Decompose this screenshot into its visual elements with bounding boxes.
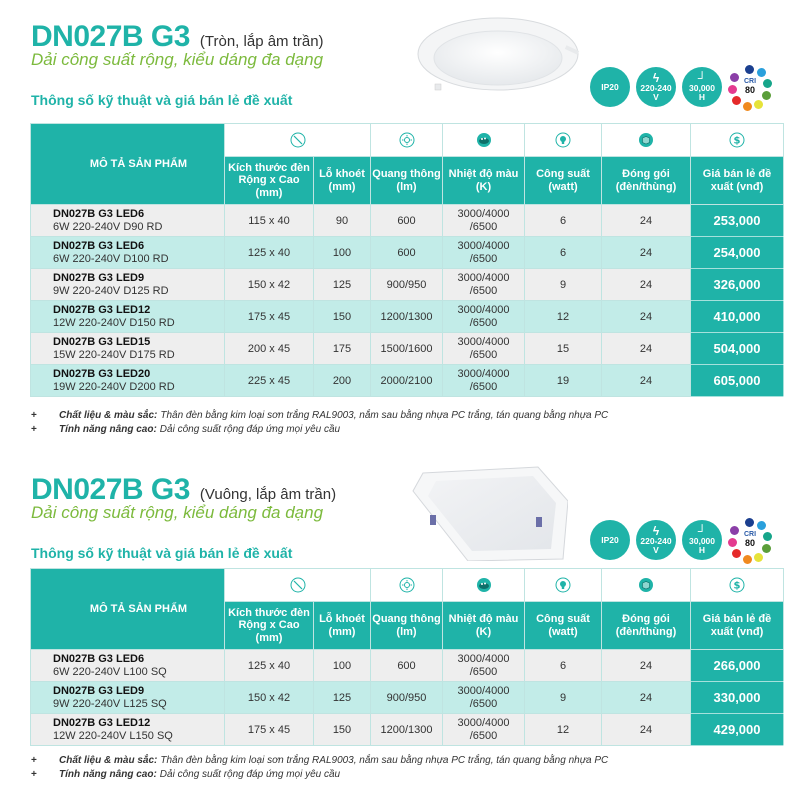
power-cell: 15 xyxy=(525,333,602,365)
note-bullet: + xyxy=(31,410,37,421)
table-row xyxy=(31,237,784,269)
product-name: DN027B G3 LED12 xyxy=(53,716,151,729)
cutout-cell: 125 xyxy=(314,269,371,301)
voltage-text: 220-240 xyxy=(640,83,672,94)
voltage-unit: V xyxy=(653,92,659,102)
ip-rating-badge xyxy=(590,520,630,560)
feature-badges xyxy=(590,65,772,109)
package-icon-cell xyxy=(602,569,691,602)
column-header-lumen: Quang thông (lm) xyxy=(371,602,443,650)
note-text: Thân đèn bằng kim loại sơn trắng RAL9003, nắm sau bằng nhựa PC trắng, tán quang bằng nhựa PC xyxy=(160,410,609,421)
product-title: DN027B G3 xyxy=(31,20,190,53)
voltage-unit: V xyxy=(653,545,659,555)
size-cell: 125 x 40 xyxy=(225,237,314,269)
table-row xyxy=(31,682,784,714)
product-description xyxy=(31,365,225,397)
color-dot-icon xyxy=(754,553,763,562)
palette-icon xyxy=(476,577,492,593)
package-cell: 24 xyxy=(602,365,691,397)
note-text: Thân đèn bằng kim loại sơn trắng RAL9003, nắm sau bằng nhựa PC trắng, tán quang bằng nhựa PC xyxy=(160,755,609,766)
product-spec: 6W 220-240V D90 RD xyxy=(53,220,163,233)
power-cell: 9 xyxy=(525,269,602,301)
section-title-row xyxy=(31,20,324,54)
product-notes xyxy=(31,754,608,782)
color-temp-cell: 3000/4000 /6500 xyxy=(443,333,525,365)
color-temp-cell: 3000/4000 /6500 xyxy=(443,205,525,237)
price-cell: 410,000 xyxy=(691,301,784,333)
column-header-lumen: Quang thông (lm) xyxy=(371,157,443,205)
color-dot-icon xyxy=(745,518,754,527)
table-row xyxy=(31,269,784,301)
power-cell: 9 xyxy=(525,682,602,714)
bulb-icon xyxy=(555,132,571,148)
product-spec: 12W 220-240V L150 SQ xyxy=(53,729,173,742)
lumen-icon-cell xyxy=(371,569,443,602)
price-cell: 253,000 xyxy=(691,205,784,237)
cutout-cell: 175 xyxy=(314,333,371,365)
product-description xyxy=(31,682,225,714)
square-downlight-image xyxy=(408,461,568,561)
price-icon-cell xyxy=(691,124,784,157)
note-label: Chất liệu & màu sắc: xyxy=(59,755,158,766)
tagline: Dải công suất rộng, kiểu dáng đa dạng xyxy=(31,503,324,522)
package-cell: 24 xyxy=(602,333,691,365)
round-downlight-image xyxy=(415,12,581,92)
spec-heading: Thông số kỹ thuật và giá bán lẻ đề xuất xyxy=(31,545,293,561)
color-temp-cell: 3000/4000 /6500 xyxy=(443,365,525,397)
voltage-text: 220-240 xyxy=(640,536,672,547)
table-row xyxy=(31,333,784,365)
cutout-cell: 100 xyxy=(314,650,371,682)
product-name: DN027B G3 LED6 xyxy=(53,239,145,252)
spec-heading: Thông số kỹ thuật và giá bán lẻ đề xuất xyxy=(31,92,293,108)
color-dot-icon xyxy=(745,65,754,74)
product-name: DN027B G3 LED9 xyxy=(53,684,145,697)
size-cell: 175 x 45 xyxy=(225,714,314,746)
table-row xyxy=(31,714,784,746)
note-label: Chất liệu & màu sắc: xyxy=(59,410,158,421)
cri-label: CRI xyxy=(743,78,757,85)
color-temp-cell: 3000/4000 /6500 xyxy=(443,682,525,714)
note-label: Tính năng nâng cao: xyxy=(59,424,157,435)
product-description xyxy=(31,205,225,237)
cutout-cell: 90 xyxy=(314,205,371,237)
table-row xyxy=(31,301,784,333)
svg-text:$: $ xyxy=(733,135,741,147)
product-description-header: MÔ TẢ SẢN PHẨM xyxy=(31,124,225,205)
cutout-cell: 125 xyxy=(314,682,371,714)
table-row xyxy=(31,205,784,237)
product-name: DN027B G3 LED6 xyxy=(53,652,145,665)
box-icon xyxy=(638,132,654,148)
palette-icon xyxy=(476,132,492,148)
package-cell: 24 xyxy=(602,714,691,746)
lifetime-badge xyxy=(682,520,722,560)
lumen-icon-cell xyxy=(371,124,443,157)
shape-note: (Tròn, lắp âm trần) xyxy=(199,33,324,50)
sun-icon xyxy=(399,577,415,593)
tagline: Dải công suất rộng, kiểu dáng đa dạng xyxy=(31,50,324,69)
lifetime-badge xyxy=(682,67,722,107)
column-header-color-temp: Nhiệt độ màu (K) xyxy=(443,157,525,205)
size-cell: 225 x 45 xyxy=(225,365,314,397)
lifetime-text: 30,000 xyxy=(689,83,715,94)
note-feature xyxy=(31,768,608,782)
product-description xyxy=(31,237,225,269)
feature-badges xyxy=(590,518,772,562)
color-temp-icon-cell xyxy=(443,569,525,602)
color-dot-icon xyxy=(732,549,741,558)
size-cell: 150 x 42 xyxy=(225,269,314,301)
ip-rating-text: IP20 xyxy=(601,81,619,92)
svg-text:$: $ xyxy=(733,580,741,592)
lumen-cell: 600 xyxy=(371,650,443,682)
product-name: DN027B G3 LED9 xyxy=(53,271,145,284)
sun-icon xyxy=(399,132,415,148)
diameter-icon xyxy=(290,132,306,148)
cri-badge xyxy=(728,518,772,562)
product-spec: 15W 220-240V D175 RD xyxy=(53,348,175,361)
lifetime-unit: H xyxy=(698,545,706,555)
diameter-icon xyxy=(290,577,306,593)
package-cell: 24 xyxy=(602,682,691,714)
lumen-cell: 1500/1600 xyxy=(371,333,443,365)
voltage-badge xyxy=(636,520,676,560)
dimension-icon-cell xyxy=(225,124,371,157)
lumen-cell: 600 xyxy=(371,205,443,237)
product-description xyxy=(31,714,225,746)
column-header-package: Đóng gói (đèn/thùng) xyxy=(602,602,691,650)
product-description xyxy=(31,333,225,365)
spec-price-table xyxy=(30,568,784,746)
spec-price-table xyxy=(30,123,784,397)
price-cell: 254,000 xyxy=(691,237,784,269)
note-material xyxy=(31,409,608,423)
color-temp-cell: 3000/4000 /6500 xyxy=(443,301,525,333)
product-spec: 6W 220-240V D100 RD xyxy=(53,252,169,265)
package-cell: 24 xyxy=(602,650,691,682)
product-spec: 12W 220-240V D150 RD xyxy=(53,316,175,329)
table-row xyxy=(31,365,784,397)
note-bullet: + xyxy=(31,769,37,780)
price-cell: 266,000 xyxy=(691,650,784,682)
note-bullet: + xyxy=(31,755,37,766)
price-cell: 429,000 xyxy=(691,714,784,746)
product-title: DN027B G3 xyxy=(31,473,190,506)
column-header-color-temp: Nhiệt độ màu (K) xyxy=(443,602,525,650)
cutout-cell: 200 xyxy=(314,365,371,397)
note-material xyxy=(31,754,608,768)
cutout-cell: 100 xyxy=(314,237,371,269)
shape-note: (Vuông, lắp âm trần) xyxy=(199,486,337,503)
dimension-icon-cell xyxy=(225,569,371,602)
lightning-icon: ϟ xyxy=(652,71,660,86)
dollar-icon xyxy=(729,577,745,593)
column-header-price: Giá bán lẻ đề xuất (vnđ) xyxy=(691,157,784,205)
size-cell: 150 x 42 xyxy=(225,682,314,714)
power-cell: 19 xyxy=(525,365,602,397)
column-header-power: Công suất (watt) xyxy=(525,602,602,650)
color-temp-cell: 3000/4000 /6500 xyxy=(443,269,525,301)
color-temp-cell: 3000/4000 /6500 xyxy=(443,650,525,682)
power-cell: 6 xyxy=(525,650,602,682)
product-name: DN027B G3 LED6 xyxy=(53,207,145,220)
section-title-row xyxy=(31,473,336,507)
package-icon-cell xyxy=(602,124,691,157)
column-header-price: Giá bán lẻ đề xuất (vnđ) xyxy=(691,602,784,650)
power-cell: 12 xyxy=(525,301,602,333)
product-spec: 9W 220-240V D125 RD xyxy=(53,284,169,297)
clock-hands-icon: ┘ xyxy=(697,524,707,539)
note-text: Dải công suất rộng đáp ứng mọi yêu cầu xyxy=(159,424,341,435)
cutout-cell: 150 xyxy=(314,301,371,333)
power-cell: 6 xyxy=(525,237,602,269)
column-header-power: Công suất (watt) xyxy=(525,157,602,205)
color-dot-icon xyxy=(757,521,766,530)
cri-value: 80 xyxy=(744,538,755,548)
lumen-cell: 1200/1300 xyxy=(371,714,443,746)
product-spec: 9W 220-240V L125 SQ xyxy=(53,697,167,710)
product-spec: 19W 220-240V D200 RD xyxy=(53,380,175,393)
box-icon xyxy=(638,577,654,593)
product-description xyxy=(31,301,225,333)
color-temp-cell: 3000/4000 /6500 xyxy=(443,237,525,269)
cri-label: CRI xyxy=(743,531,757,538)
package-cell: 24 xyxy=(602,269,691,301)
price-cell: 330,000 xyxy=(691,682,784,714)
cutout-cell: 150 xyxy=(314,714,371,746)
lumen-cell: 2000/2100 xyxy=(371,365,443,397)
price-cell: 504,000 xyxy=(691,333,784,365)
power-cell: 6 xyxy=(525,205,602,237)
product-spec: 6W 220-240V L100 SQ xyxy=(53,665,167,678)
color-temp-icon-cell xyxy=(443,124,525,157)
note-label: Tính năng nâng cao: xyxy=(59,769,157,780)
color-dot-icon xyxy=(732,96,741,105)
color-dot-icon xyxy=(757,68,766,77)
product-name: DN027B G3 LED15 xyxy=(53,335,151,348)
lifetime-unit: H xyxy=(698,92,706,102)
color-temp-cell: 3000/4000 /6500 xyxy=(443,714,525,746)
clock-hands-icon: ┘ xyxy=(697,71,707,86)
column-header-cutout: Lỗ khoét (mm) xyxy=(314,157,371,205)
color-dot-icon xyxy=(754,100,763,109)
ip-rating-text: IP20 xyxy=(601,534,619,545)
lightning-icon: ϟ xyxy=(652,524,660,539)
table-row xyxy=(31,650,784,682)
lumen-cell: 600 xyxy=(371,237,443,269)
ip-rating-badge xyxy=(590,67,630,107)
dollar-icon xyxy=(729,132,745,148)
column-header-cutout: Lỗ khoét (mm) xyxy=(314,602,371,650)
package-cell: 24 xyxy=(602,301,691,333)
column-header-size: Kích thước đèn Rộng x Cao (mm) xyxy=(225,602,314,650)
voltage-badge xyxy=(636,67,676,107)
product-description xyxy=(31,650,225,682)
product-description xyxy=(31,269,225,301)
column-header-size: Kích thước đèn Rộng x Cao (mm) xyxy=(225,157,314,205)
product-name: DN027B G3 LED12 xyxy=(53,303,151,316)
power-cell: 12 xyxy=(525,714,602,746)
package-cell: 24 xyxy=(602,237,691,269)
power-icon-cell xyxy=(525,124,602,157)
bulb-icon xyxy=(555,577,571,593)
size-cell: 175 x 45 xyxy=(225,301,314,333)
package-cell: 24 xyxy=(602,205,691,237)
lumen-cell: 1200/1300 xyxy=(371,301,443,333)
product-name: DN027B G3 LED20 xyxy=(53,367,151,380)
size-cell: 115 x 40 xyxy=(225,205,314,237)
lifetime-text: 30,000 xyxy=(689,536,715,547)
color-dot-icon xyxy=(743,102,752,111)
note-text: Dải công suất rộng đáp ứng mọi yêu cầu xyxy=(159,769,341,780)
note-feature xyxy=(31,423,608,437)
lumen-cell: 900/950 xyxy=(371,269,443,301)
column-header-package: Đóng gói (đèn/thùng) xyxy=(602,157,691,205)
product-notes xyxy=(31,409,608,437)
size-cell: 125 x 40 xyxy=(225,650,314,682)
size-cell: 200 x 45 xyxy=(225,333,314,365)
cri-badge xyxy=(728,65,772,109)
cri-value: 80 xyxy=(744,85,755,95)
lumen-cell: 900/950 xyxy=(371,682,443,714)
price-cell: 605,000 xyxy=(691,365,784,397)
product-description-header: MÔ TẢ SẢN PHẨM xyxy=(31,569,225,650)
power-icon-cell xyxy=(525,569,602,602)
color-dot-icon xyxy=(743,555,752,564)
note-bullet: + xyxy=(31,424,37,435)
price-icon-cell xyxy=(691,569,784,602)
price-cell: 326,000 xyxy=(691,269,784,301)
